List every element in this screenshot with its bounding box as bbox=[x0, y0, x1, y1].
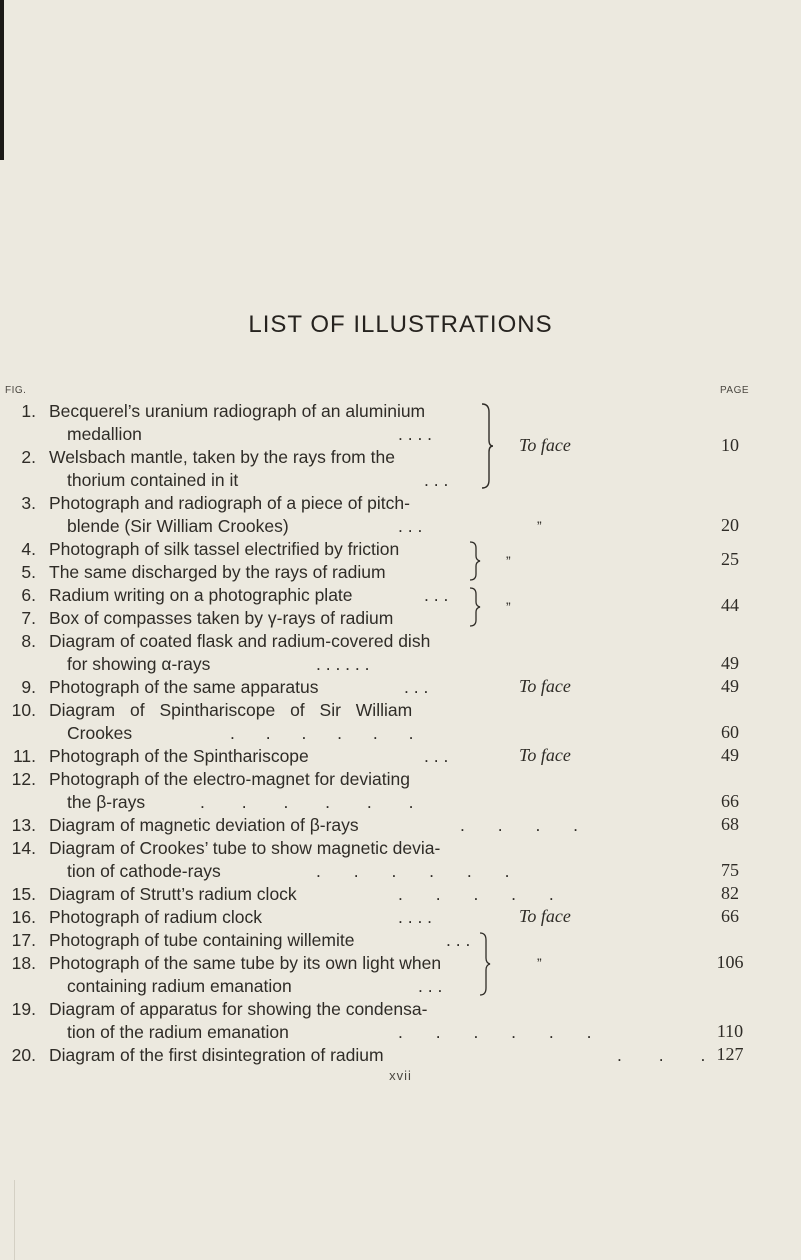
leader-dots: . . . bbox=[424, 470, 449, 490]
page-number: 10 bbox=[721, 435, 739, 455]
page-number: 66 bbox=[721, 906, 739, 926]
caption-line: medallion bbox=[67, 424, 142, 444]
leader-dots: . . . bbox=[424, 585, 449, 605]
page-column-header: PAGE bbox=[720, 385, 750, 396]
ditto-mark: ” bbox=[506, 599, 511, 615]
fig-number: 15. bbox=[11, 884, 36, 904]
leader-dots: . . . bbox=[398, 516, 423, 536]
caption-line: Photograph of radium clock bbox=[49, 907, 263, 927]
caption-line: Diagram of the first disintegration of radium bbox=[49, 1045, 384, 1065]
leader-dots: . . . bbox=[404, 677, 429, 697]
caption-line: for showing α-rays bbox=[67, 654, 211, 674]
page-number: 106 bbox=[716, 952, 744, 972]
page-number: 49 bbox=[721, 745, 739, 765]
caption-line: Photograph of tube containing willemite bbox=[49, 930, 355, 950]
leader-dots: . . . bbox=[617, 1045, 722, 1065]
fig-number: 7. bbox=[21, 608, 36, 628]
page-number: 110 bbox=[716, 1021, 744, 1041]
page-number: 127 bbox=[716, 1044, 744, 1064]
leader-dots: . . . . . . bbox=[200, 792, 430, 812]
caption-line: Crookes bbox=[67, 723, 133, 743]
leader-dots: . . . bbox=[446, 930, 471, 950]
caption-line: Box of compasses taken by γ-rays of radium bbox=[49, 608, 394, 628]
leader-dots: . . . . bbox=[460, 815, 593, 835]
leader-dots: . . . . . . bbox=[316, 861, 524, 881]
caption-line: thorium contained in it bbox=[67, 470, 239, 490]
fig-number: 10. bbox=[11, 700, 36, 720]
leader-dots: . . . bbox=[418, 976, 443, 996]
page-number: 25 bbox=[721, 549, 739, 569]
caption-line: Diagram of Crookes’ tube to show magnetic devia- bbox=[49, 838, 441, 858]
fig-number: 14. bbox=[11, 838, 36, 858]
fig-number: 5. bbox=[21, 562, 36, 582]
ditto-mark: ” bbox=[537, 955, 542, 971]
right-brace bbox=[478, 931, 492, 997]
page-number: 66 bbox=[721, 791, 739, 811]
caption-line: the β-rays bbox=[67, 792, 146, 812]
fig-number: 17. bbox=[11, 930, 36, 950]
leader-dots: . . . . . bbox=[398, 884, 568, 904]
fig-number: 4. bbox=[21, 539, 36, 559]
page-title: LIST OF ILLUSTRATIONS bbox=[248, 311, 553, 338]
caption-line: Photograph of the electro-magnet for deviating bbox=[49, 769, 410, 789]
caption-line: Diagram of apparatus for showing the condensa- bbox=[49, 999, 428, 1019]
page-number: 60 bbox=[721, 722, 739, 742]
fig-number: 20. bbox=[11, 1045, 36, 1065]
fig-number: 6. bbox=[21, 585, 36, 605]
leader-dots: . . . bbox=[424, 746, 449, 766]
page-number: 75 bbox=[721, 860, 739, 880]
caption-line: Diagram of magnetic deviation of β-rays bbox=[49, 815, 359, 835]
page-number: 68 bbox=[721, 814, 739, 834]
leader-dots: . . . . bbox=[398, 424, 433, 444]
caption-line: Diagram of Strutt’s radium clock bbox=[49, 884, 297, 904]
leader-dots: . . . . . . bbox=[316, 654, 370, 674]
fig-number: 8. bbox=[21, 631, 36, 651]
to-face-label: To face bbox=[519, 745, 571, 765]
ditto-mark: ” bbox=[506, 553, 511, 569]
caption-line: blende (Sir William Crookes) bbox=[67, 516, 289, 536]
caption-line: Radium writing on a photographic plate bbox=[49, 585, 353, 605]
fig-number: 16. bbox=[11, 907, 36, 927]
page-number: 49 bbox=[721, 653, 739, 673]
caption-line: tion of the radium emanation bbox=[67, 1022, 289, 1042]
to-face-label: To face bbox=[519, 435, 571, 455]
fig-number: 18. bbox=[11, 953, 36, 973]
fig-number: 2. bbox=[21, 447, 36, 467]
fig-number: 19. bbox=[11, 999, 36, 1019]
caption-line: Photograph of the same apparatus bbox=[49, 677, 319, 697]
to-face-label: To face bbox=[519, 906, 571, 926]
ditto-mark: ” bbox=[537, 518, 542, 534]
fig-number: 9. bbox=[21, 677, 36, 697]
page-number: 44 bbox=[721, 595, 739, 615]
caption-line: containing radium emanation bbox=[67, 976, 292, 996]
caption-line: tion of cathode-rays bbox=[67, 861, 221, 881]
leader-dots: . . . . . . bbox=[398, 1022, 606, 1042]
page-number: 82 bbox=[721, 883, 739, 903]
caption-line: Welsbach mantle, taken by the rays from the bbox=[49, 447, 395, 467]
fig-number: 12. bbox=[11, 769, 36, 789]
right-brace bbox=[468, 540, 482, 582]
caption-line: Photograph of silk tassel electrified by friction bbox=[49, 539, 400, 559]
caption-line: Diagram of coated flask and radium-covered dish bbox=[49, 631, 431, 651]
page-edge bbox=[14, 1180, 35, 1260]
fig-number: 3. bbox=[21, 493, 36, 513]
to-face-label: To face bbox=[519, 676, 571, 696]
page-number: 20 bbox=[721, 515, 739, 535]
page-number: 49 bbox=[721, 676, 739, 696]
fig-number: 1. bbox=[21, 401, 36, 421]
binding-edge bbox=[0, 0, 4, 160]
leader-dots: . . . . bbox=[398, 907, 433, 927]
fig-column-header: FIG. bbox=[5, 385, 27, 396]
right-brace bbox=[468, 586, 482, 628]
caption-line: Diagram of Spinthariscope of Sir William bbox=[49, 700, 413, 720]
caption-line: Photograph of the Spinthariscope bbox=[49, 746, 309, 766]
fig-number: 13. bbox=[11, 815, 36, 835]
caption-line: The same discharged by the rays of radium bbox=[49, 562, 386, 582]
fig-number: 11. bbox=[12, 746, 36, 766]
caption-line: Becquerel’s uranium radiograph of an aluminium bbox=[49, 401, 426, 421]
caption-line: Photograph of the same tube by its own light when bbox=[49, 953, 442, 973]
right-brace bbox=[480, 402, 494, 490]
leader-dots: . . . . . . bbox=[230, 723, 427, 743]
page-folio: xvii bbox=[389, 1068, 412, 1083]
caption-line: Photograph and radiograph of a piece of pitch- bbox=[49, 493, 410, 513]
